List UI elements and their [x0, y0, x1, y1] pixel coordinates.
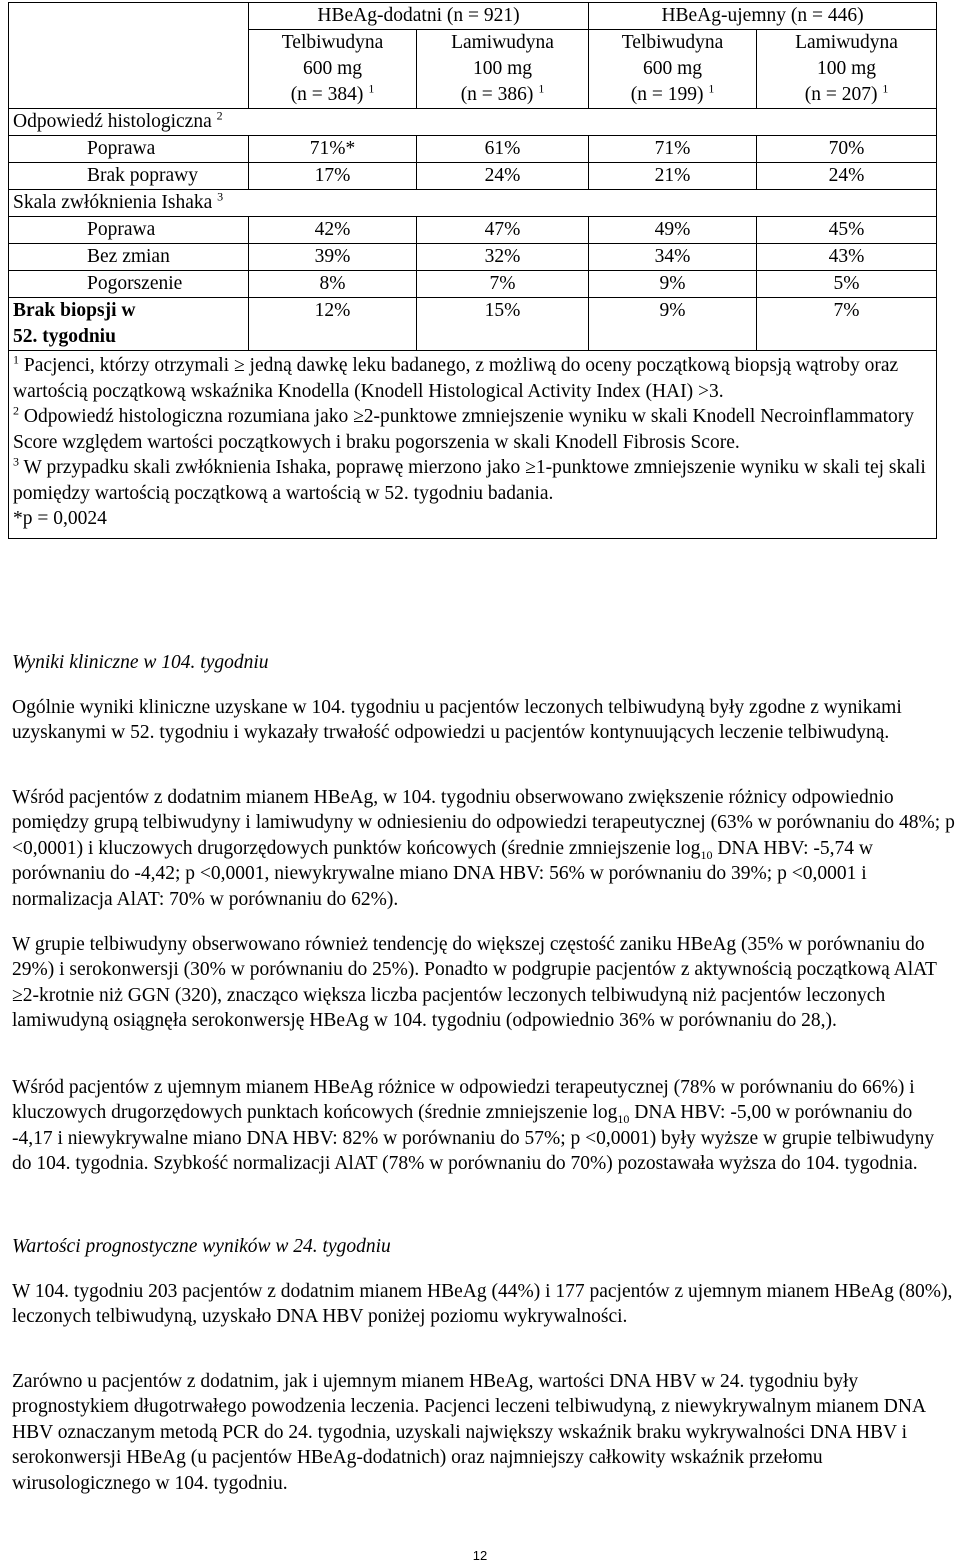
footnote-ref: 1 [882, 81, 889, 96]
footnote-marker: 3 [13, 454, 19, 469]
table-cell: 32% [417, 244, 589, 271]
table-row-no-biopsy [9, 298, 937, 351]
row-label-line: 52. tygodniu [13, 326, 116, 347]
column-dose: 100 mg [817, 58, 877, 79]
section-hbeag-negative [12, 1055, 956, 1196]
table-cell: 61% [417, 136, 589, 163]
column-header [417, 30, 589, 109]
column-header [757, 30, 937, 109]
table-group-header-row [9, 3, 937, 30]
row-label: Poprawa [9, 136, 249, 163]
row-label: Brak poprawy [9, 163, 249, 190]
table-cell: 24% [757, 163, 937, 190]
table-cell: 17% [249, 163, 417, 190]
table-cell: 12% [249, 298, 417, 351]
paragraph: W 104. tygodniu 203 pacjentów z dodatnim mianem HBeAg (44%) i 177 pacjentów z ujemnym mianem HBeAg (80%), leczonych telbiwudyną, uzyskało DNA HBV poniżej poziomu wykrywalności. [12, 1280, 953, 1327]
p-value-note: *p = 0,0024 [13, 508, 107, 529]
table-cell: 34% [589, 244, 757, 271]
group-header-negative: HBeAg-ujemny (n = 446) [589, 3, 937, 30]
table-cell: 39% [249, 244, 417, 271]
section-header-histology [9, 109, 937, 136]
paragraph: Ogólnie wyniki kliniczne uzyskane w 104. tygodniu u pacjentów leczonych telbiwudyną były zgodne z wynikami uzyskanymi w 52. tygodniu i wykazały trwałość odpowiedzi u pacjentów kontynuujących leczenie telbiwudyną. [12, 696, 902, 743]
footnote-text: W przypadku skali zwłóknienia Ishaka, poprawę mierzono jako ≥1-punktowe zmniejszenie wyniku w skali tej skali pomiędzy wartością początkową a wartością w 52. tygodniu badania. [13, 457, 926, 504]
paragraph [12, 1075, 956, 1177]
footnote-row [9, 351, 937, 539]
column-drug: Lamiwudyna [451, 32, 554, 53]
section-hbeag-positive [12, 765, 956, 1053]
table-cell: 21% [589, 163, 757, 190]
footnote-text: Pacjenci, którzy otrzymali ≥ jedną dawkę leku badanego, z możliwą do oceny początkową biopsją wątroby oraz wartością początkową wskaźnika Knodella (Knodell Histological Activity Index (HAI) >3. [13, 355, 899, 402]
footnote-ref: 2 [216, 108, 223, 123]
section-label: Odpowiedź histologiczna [13, 111, 212, 132]
table-row [9, 163, 937, 190]
row-label [9, 298, 249, 351]
footnotes [9, 351, 937, 539]
group-header-positive: HBeAg-dodatni (n = 921) [249, 3, 589, 30]
row-label: Poprawa [9, 217, 249, 244]
column-dose: 600 mg [302, 58, 363, 79]
subscript: 10 [700, 847, 713, 862]
table-cell: 47% [417, 217, 589, 244]
table-cell: 71% [589, 136, 757, 163]
page-number: 12 [472, 1548, 488, 1563]
section-label: Skala zwłóknienia Ishaka [13, 192, 213, 213]
table-cell: 45% [757, 217, 937, 244]
paragraph [12, 785, 956, 913]
paragraph-text: Wśród pacjentów z dodatnim mianem HBeAg, w 104. tygodniu obserwowano zwiększenie różnicy odpowiednio pomiędzy grupą telbiwudyny i lamiwudyny w odniesieniu do odpowiedzi terapeutycznej (63% w porównaniu do 48%; p <0,0001) i kluczowych drugorzędowych punktów końcowych (średnie zmniejszenie log [12, 786, 955, 859]
column-header [249, 30, 417, 109]
table-cell: 71%* [249, 136, 417, 163]
table-row [9, 217, 937, 244]
footnote-1 [13, 353, 932, 404]
section-title: Wyniki kliniczne w 104. tygodniu [12, 651, 269, 673]
paragraph: Zarówno u pacjentów z dodatnim, jak i ujemnym mianem HBeAg, wartości DNA HBV w 24. tygodniu były prognostykiem długotrwałego powodzenia leczenia. Pacjenci leczeni telbiwudyną, z niewykrywalnym mianem DNA HBV oznaczanym metodą PCR do 24. tygodnia, uzyskali największy wskaźnik braku wykrywalności DNA HBV i serokonwersji HBeAg (u pacjentów HBeAg-dodatnich) oraz najmniejszy całkowity wskaźnik przełomu wirusologicznego w 104. tygodniu. [12, 1370, 925, 1494]
column-n: (n = 199) [630, 84, 704, 105]
footnote-ref: 3 [217, 189, 224, 204]
table-cell: 24% [417, 163, 589, 190]
column-n: (n = 207) [804, 84, 878, 105]
row-label: Bez zmian [9, 244, 249, 271]
column-n: (n = 384) [290, 84, 364, 105]
paragraph-text: DNA HBV: -5,74 w porównaniu do -4,42; p <0,0001, niewykrywalne miano DNA HBV: 56% w porównaniu do 39%; p <0,0001 i normalizacja AlAT: 70% w porównaniu do 62%). [12, 837, 873, 910]
table-cell: 42% [249, 217, 417, 244]
table-cell: 8% [249, 271, 417, 298]
column-n: (n = 386) [460, 84, 534, 105]
footnote-ref: 1 [538, 81, 545, 96]
footnote-text: Odpowiedź histologiczna rozumiana jako ≥2-punktowe zmniejszenie wyniku w skali Knodell Necroinflammatory Score względem wartości początkowych i braku pogorszenia w skali Knodell Fibrosis Score. [13, 406, 915, 453]
table-cell: 49% [589, 217, 757, 244]
footnote-ref: 1 [368, 81, 375, 96]
column-drug: Telbiwudyna [621, 32, 724, 53]
paragraph-text: Wśród pacjentów z ujemnym mianem HBeAg różnice w odpowiedzi terapeutycznej (78% w porównaniu do 66%) i kluczowych drugorzędowych punktach końcowych (średnie zmniejszenie log [12, 1076, 915, 1123]
table-corner-cell [9, 3, 249, 109]
table-row [9, 136, 937, 163]
column-dose: 600 mg [642, 58, 703, 79]
table-cell: 9% [589, 271, 757, 298]
table-cell: 70% [757, 136, 937, 163]
section-header-row [9, 190, 937, 217]
table-cell: 9% [589, 298, 757, 351]
footnote-ref: 1 [708, 81, 715, 96]
footnote-marker: 2 [13, 403, 19, 418]
section-week-24-prognostic [12, 1214, 956, 1349]
column-dose: 100 mg [472, 58, 533, 79]
row-label-line: Brak biopsji w [13, 300, 136, 321]
section-header-row [9, 109, 937, 136]
table-row [9, 244, 937, 271]
section-summary [12, 1349, 956, 1516]
results-table [8, 2, 937, 539]
section-header-ishak [9, 190, 937, 217]
subscript: 10 [617, 1111, 630, 1126]
paragraph: W grupie telbiwudyny obserwowano również tendencję do większej częstość zaniku HBeAg (35% w porównaniu do 29%) i serokonwersji (30% w porównaniu do 25%). Ponadto w podgrupie pacjentów z aktywnością początkową AlAT ≥2-krotnie niż GGN (320), znacząco większa liczba pacjentów leczonych telbiwudyną niż pacjentów leczonych lamiwudyną osiągnęła serokonwersję HBeAg w 104. tygodniu (odpowiednio 36% w porównaniu do 28,). [12, 933, 937, 1031]
column-drug: Telbiwudyna [281, 32, 384, 53]
footnote-marker: 1 [13, 352, 19, 367]
table-row [9, 271, 937, 298]
paragraph-text: DNA HBV: -5,00 w porównaniu do -4,17 i niewykrywalne miano DNA HBV: 82% w porównaniu do 57%; p <0,0001) były wyższe w grupie telbiwudyny do 104. tygodnia. Szybkość normalizacji AlAT (78% w porównaniu do 70%) pozostawała wyższa do 104. tygodnia. [12, 1102, 935, 1174]
column-drug: Lamiwudyna [795, 32, 898, 53]
footnote-2 [13, 404, 932, 455]
table-cell: 7% [757, 298, 937, 351]
footnote-3 [13, 455, 932, 506]
table-cell: 15% [417, 298, 589, 351]
table-cell: 7% [417, 271, 589, 298]
table-cell: 5% [757, 271, 937, 298]
column-header [589, 30, 757, 109]
section-title: Wartości prognostyczne wyników w 24. tygodniu [12, 1235, 391, 1257]
table-cell: 43% [757, 244, 937, 271]
row-label: Pogorszenie [9, 271, 249, 298]
section-week-104 [12, 630, 956, 765]
